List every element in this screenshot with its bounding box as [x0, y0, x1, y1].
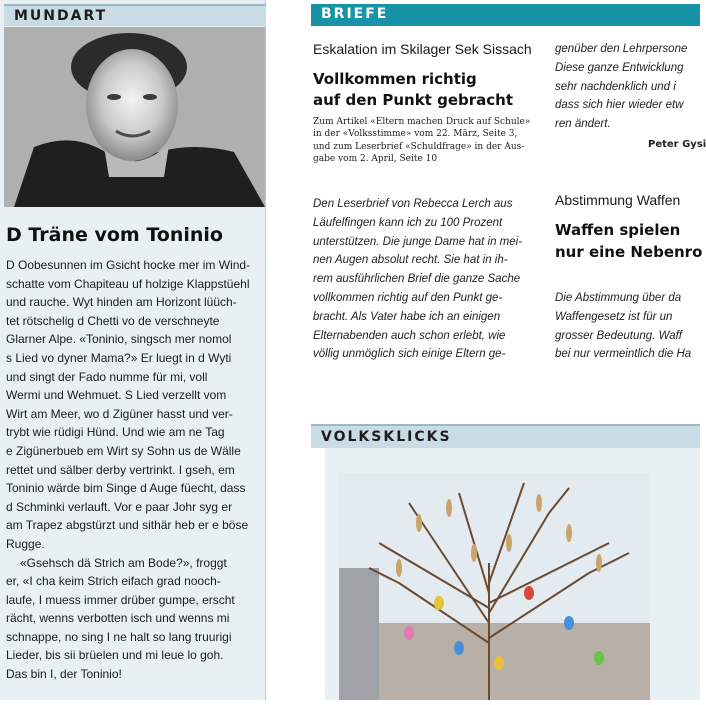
- body-line: Wirt am Meer, wo d Zigüner hasst und ver-: [6, 406, 233, 421]
- letter-line: Waffengesetz ist für un: [555, 310, 673, 323]
- letter1-signature: Peter Gysi: [648, 139, 706, 150]
- body-line: d Schminki verlauft. Vor e paar Johr syg er: [6, 499, 233, 514]
- letter1-continuation: [555, 40, 700, 134]
- portrait-illustration: [4, 27, 265, 207]
- body-line: Lieder, bis sii brüelen und mi leue lo goh.: [6, 648, 224, 663]
- body-line: schnappe, no sing I ne halt so lang truurigi: [6, 629, 232, 644]
- letter-line: nen Augen absolut recht. Sie hat in ih-: [313, 254, 508, 267]
- letter1-reference: [313, 116, 543, 165]
- letter-line: rem ausführlichen Brief die ganze Sache: [313, 273, 521, 286]
- letter-line: bracht. Als Vater habe ich an einigen: [313, 310, 501, 323]
- mundart-section-header: [4, 4, 266, 26]
- letter-line: Elternabenden auch schon erlebt, wie: [313, 329, 506, 342]
- mundart-article-body: [6, 256, 260, 684]
- mundart-article-title: D Träne vom Toninio: [6, 224, 223, 246]
- body-line: Das bin I, der Toninio!: [6, 667, 122, 682]
- author-portrait-photo: [4, 27, 265, 207]
- reference-line: Zum Artikel «Eltern machen Druck auf Schule»: [313, 117, 531, 127]
- letter2-kicker: Abstimmung Waffen: [555, 192, 681, 208]
- body-line: rettet und sälber derby vertrinkt. I gseh, em: [6, 462, 235, 477]
- body-line: Glarner Alpe. «Toninio, singsch mer nomol: [6, 332, 232, 347]
- body-line: e Zigünerbueb em Wirt sy Sohn us de Wälle: [6, 443, 241, 458]
- body-line: schatte vom Chapiteau uf holzige Klappstüehl: [6, 276, 250, 291]
- body-line: und rauche. Wyt hinden am Horizont lüüch-: [6, 295, 237, 310]
- letter1-headline-line: auf den Punkt gebracht: [313, 91, 513, 109]
- letter-line: Läufelfingen kann ich zu 100 Prozent: [313, 216, 503, 229]
- easter-tree-illustration: [339, 473, 650, 700]
- letter-line: grosser Bedeutung. Waff: [555, 329, 682, 342]
- letter-line: Die Abstimmung über da: [555, 292, 682, 304]
- body-line: tet rötschelig d Chetti vo de verschneyte: [6, 313, 220, 328]
- letter2-body: [555, 289, 700, 364]
- letter-line: völlig unmöglich sich einige Eltern ge-: [313, 348, 506, 361]
- briefe-section-header: [311, 4, 700, 26]
- letter-line: vollkommen richtig auf den Punkt ge-: [313, 291, 503, 304]
- letter-line: sehr nachdenklich und i: [555, 80, 676, 93]
- mundart-section-label: MUNDART: [14, 8, 108, 24]
- letter-line: Den Leserbrief von Rebecca Lerch aus: [313, 198, 513, 210]
- reference-line: in der «Volksstimme» vom 22. März, Seite 3,: [313, 129, 518, 140]
- easter-tree-photo: [339, 473, 650, 700]
- reference-line: und zum Leserbrief «Schuldfrage» in der Aus-: [313, 141, 525, 152]
- letter-line: ren ändert.: [555, 118, 611, 131]
- letter1-headline-line: Vollkommen richtig: [313, 70, 477, 88]
- body-line: Toninio wärde bim Singe d Auge füecht, dass: [6, 481, 246, 496]
- letter1-kicker: Eskalation im Skilager Sek Sissach: [313, 41, 532, 57]
- briefe-section-label: BRIEFE: [321, 6, 389, 22]
- body-line: Wermi und Wehmuet. S Lied verzellt vom: [6, 388, 227, 403]
- volksklicks-section-header: [311, 424, 700, 448]
- body-line: Rugge.: [6, 536, 45, 551]
- volksklicks-section-label: VOLKSKLICKS: [321, 429, 452, 445]
- body-line: und singt der Fado numme für mi, voll: [6, 369, 208, 384]
- letter-line: bei nur vermeintlich die Ha: [555, 348, 692, 361]
- letter1-body: [313, 195, 539, 364]
- body-line: trybt wie rüdigi Hünd. Und wie am ne Tag: [6, 425, 225, 440]
- body-line: D Oobesunnen im Gsicht hocke mer im Wind-: [6, 258, 251, 272]
- reference-line: gabe vom 2. April, Seite 10: [313, 153, 438, 164]
- letter-line: genüber den Lehrpersone: [555, 43, 688, 55]
- body-line: laufe, I muess immer drüber gumpe, erscht: [6, 592, 235, 607]
- body-line: rächt, wenns verbotten isch und wenns mi: [6, 611, 230, 626]
- letter-line: Diese ganze Entwicklung: [555, 61, 684, 74]
- letter-line: unterstützen. Die junge Dame hat in mei-: [313, 235, 523, 248]
- body-line: s Lied vo dyner Mama?» Er luegt in d Wyti: [6, 350, 232, 365]
- body-line: «Gsehsch dä Strich am Bode?», froggt: [20, 555, 227, 570]
- letter2-headline-line: Waffen spielen: [555, 221, 681, 239]
- letter-line: dass sich hier wieder etw: [555, 99, 684, 112]
- body-line: er, «I cha keim Strich eifach grad nooch-: [6, 574, 221, 589]
- body-line: am Trapez abgstürzt und sithär heb er e böse: [6, 518, 249, 533]
- letter2-headline-line: nur eine Nebenro: [555, 243, 703, 261]
- mundart-column: [0, 0, 266, 700]
